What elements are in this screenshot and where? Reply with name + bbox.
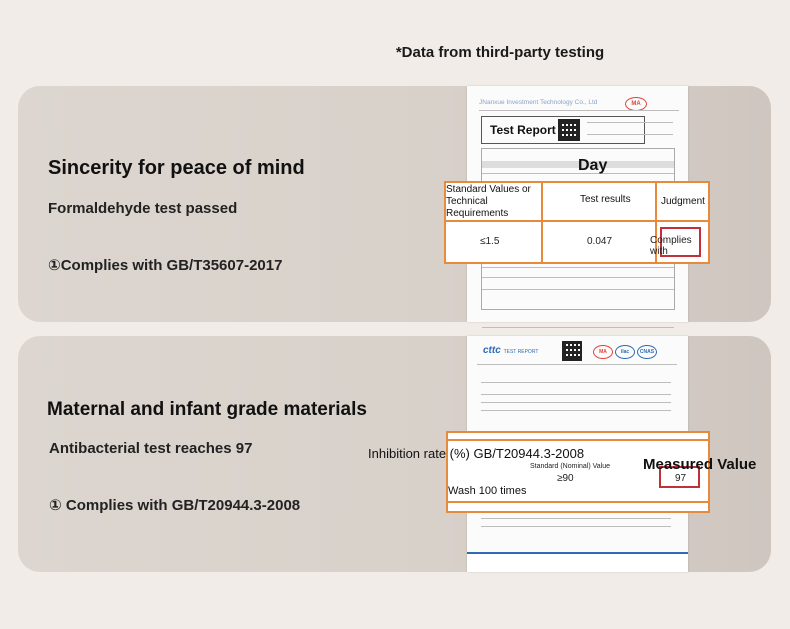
day-label: Day: [578, 157, 608, 174]
report-title: Test Report: [490, 123, 556, 137]
divider: [481, 402, 671, 403]
measured-value: 97: [675, 473, 687, 484]
standard-value: ≥90: [557, 473, 574, 484]
qr-code-icon: [562, 341, 582, 361]
divider: [481, 382, 671, 383]
divider: [481, 518, 671, 519]
divider: [482, 289, 674, 290]
divider: [481, 410, 671, 411]
footer-rule: [467, 552, 688, 554]
divider: [479, 110, 679, 111]
logo-text: cttc: [483, 345, 501, 356]
divider: [477, 364, 677, 365]
callout-rule: [448, 501, 708, 503]
divider: [481, 526, 671, 527]
formaldehyde-result-callout: [444, 181, 710, 264]
inhibition-rate-label: Inhibition rate (%) GB/T20944.3-2008: [368, 446, 585, 461]
panel1-subtitle: Formaldehyde test passed: [48, 200, 238, 217]
divider: [482, 327, 674, 328]
header-test-results: Test results: [580, 194, 631, 205]
panel2-subtitle: Antibacterial test reaches 97: [49, 440, 253, 457]
report-title-box: [481, 116, 645, 144]
measured-value-label: Measured Value: [643, 456, 757, 473]
ilac-badge-icon: ilac: [615, 345, 635, 359]
divider: [587, 122, 673, 123]
qr-code-icon: [558, 119, 580, 141]
company-name: JNanxue Investment Technology Co., Ltd: [479, 99, 598, 106]
panel2-heading: Maternal and infant grade materials: [47, 399, 367, 420]
cttc-logo: [483, 345, 538, 356]
value-test-result: 0.047: [587, 236, 613, 247]
cma-badge-icon: MA: [593, 345, 613, 359]
header-judgment: Judgment: [661, 196, 705, 207]
value-judgment: Complies with: [650, 235, 692, 257]
standard-value-label: Standard (Nominal) Value: [530, 463, 611, 470]
divider: [482, 267, 674, 268]
cma-stamp: MA: [625, 97, 647, 111]
divider: [482, 277, 674, 278]
callout-rule: [448, 439, 708, 441]
panel1-standard: ①Complies with GB/T35607-2017: [48, 257, 283, 274]
divider: [481, 394, 671, 395]
header-standard-values: Standard Values or Technical Requirements: [446, 184, 531, 219]
value-standard-limit: ≤1.5: [480, 236, 500, 247]
panel1-heading: Sincerity for peace of mind: [48, 157, 305, 179]
panel2-standard: ① Complies with GB/T20944.3-2008: [49, 497, 301, 514]
top-note: *Data from third-party testing: [395, 44, 605, 61]
report-footer: [467, 552, 688, 572]
divider: [587, 134, 673, 135]
logo-subtitle: TEST REPORT: [503, 349, 539, 355]
wash-times-label: Wash 100 times: [448, 485, 527, 497]
cnas-badge-icon: CNAS: [637, 345, 657, 359]
